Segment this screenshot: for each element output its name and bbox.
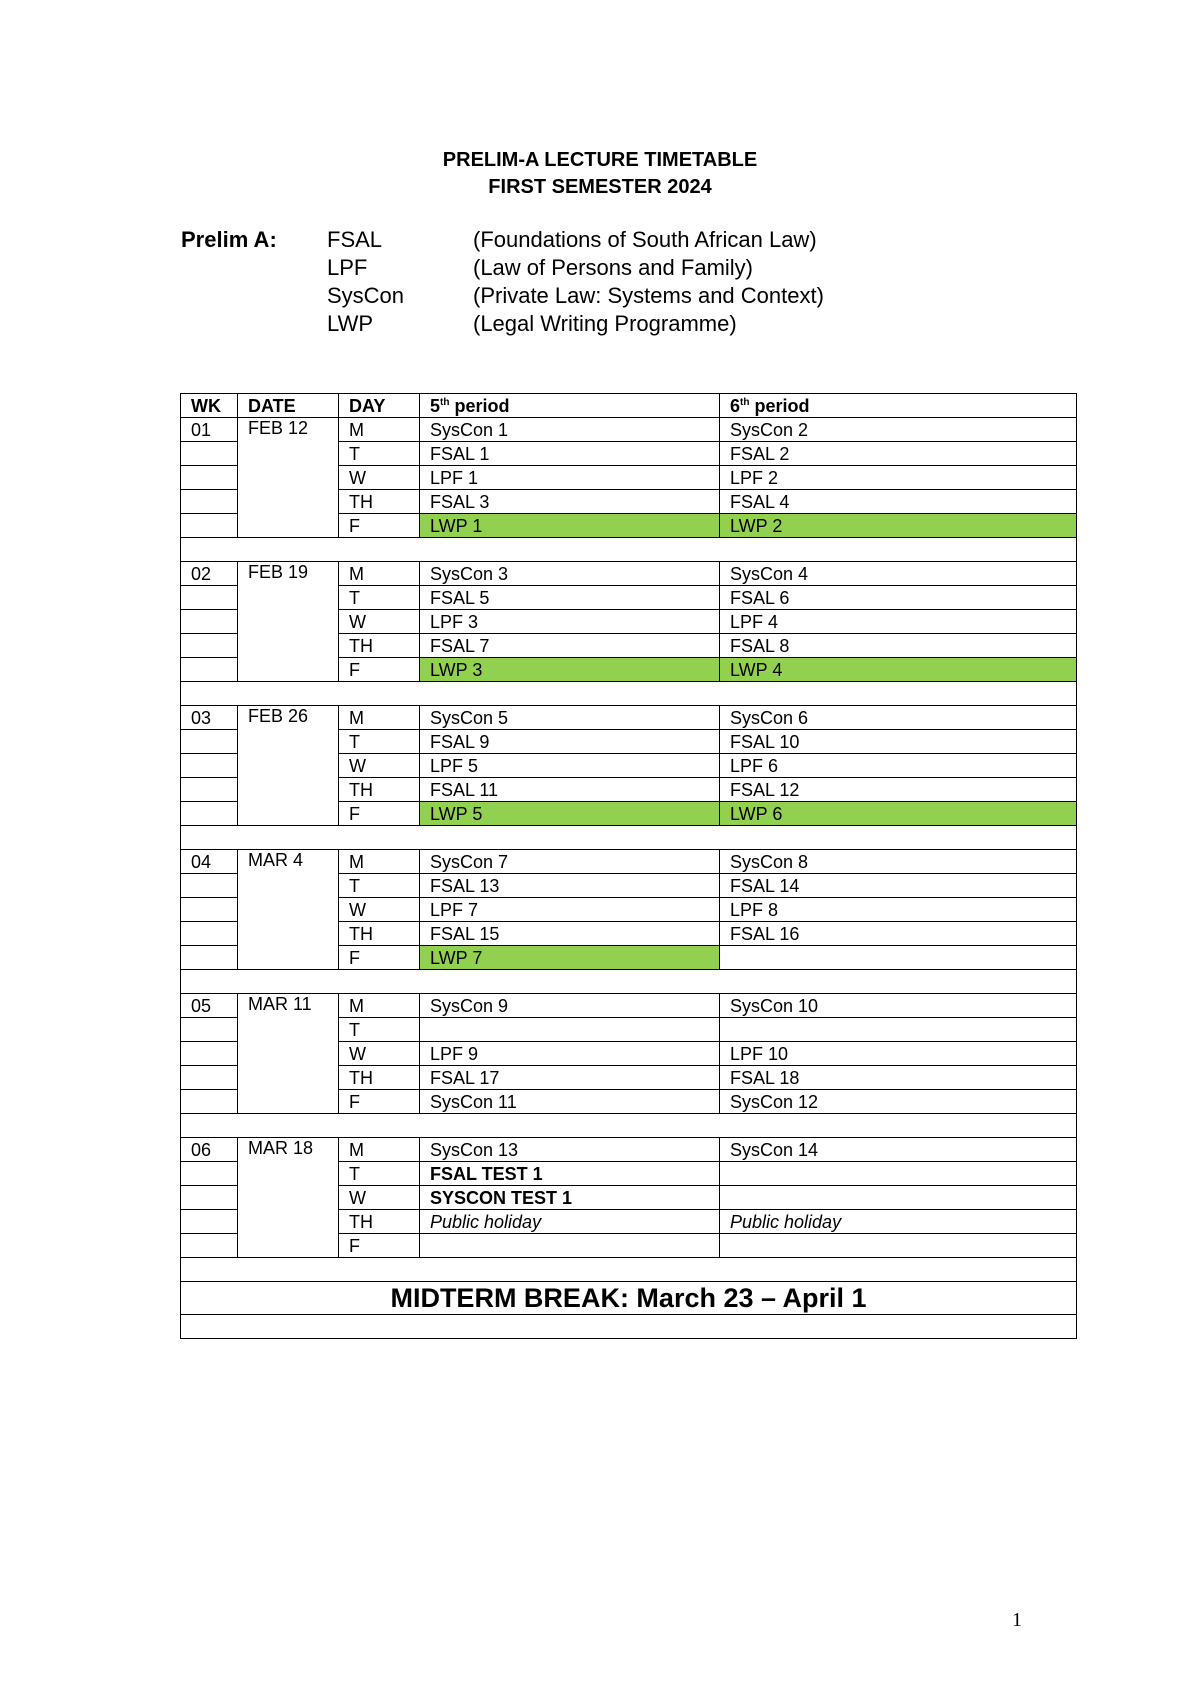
cell-day: TH [339,922,420,946]
spacer-row [181,538,1077,562]
cell-6th-period: SysCon 14 [720,1138,1077,1162]
cell-day: F [339,658,420,682]
cell-week [181,946,238,970]
cell-week [181,1186,238,1210]
cell-day: F [339,802,420,826]
cell-date: FEB 19 [238,562,339,682]
cell-6th-period: FSAL 16 [720,922,1077,946]
cell-day: W [339,466,420,490]
cell-day: T [339,1018,420,1042]
cell-day: F [339,946,420,970]
cell-week [181,802,238,826]
legend-row [181,254,824,282]
cell-5th-period: LWP 5 [420,802,720,826]
legend-desc: (Law of Persons and Family) [473,255,753,280]
cell-day: T [339,874,420,898]
cell-6th-period: SysCon 4 [720,562,1077,586]
cell-day: M [339,1138,420,1162]
cell-day: M [339,994,420,1018]
cell-week [181,874,238,898]
cell-week [181,1066,238,1090]
cell-week [181,1018,238,1042]
cell-5th-period: SysCon 7 [420,850,720,874]
cell-day: M [339,850,420,874]
cell-week [181,634,238,658]
cell-day: M [339,562,420,586]
cell-5th-period: SYSCON TEST 1 [420,1186,720,1210]
cell-5th-period: LPF 5 [420,754,720,778]
cell-week [181,922,238,946]
cell-week [181,514,238,538]
cell-day: F [339,1234,420,1258]
cell-5th-period: FSAL 13 [420,874,720,898]
cell-day: W [339,1042,420,1066]
cell-week [181,490,238,514]
page-subtitle: FIRST SEMESTER 2024 [488,176,712,198]
cell-week [181,898,238,922]
table-row [181,994,1077,1018]
cell-week [181,466,238,490]
cell-day: TH [339,634,420,658]
cell-6th-period: LPF 2 [720,466,1077,490]
cell-6th-period: LPF 6 [720,754,1077,778]
cell-6th-period: LWP 2 [720,514,1077,538]
cell-6th-period: FSAL 4 [720,490,1077,514]
cell-6th-period [720,1234,1077,1258]
spacer-row [181,970,1077,994]
cell-date: MAR 18 [238,1138,339,1258]
legend-row [181,226,824,254]
cell-5th-period: SysCon 13 [420,1138,720,1162]
midterm-row [181,1282,1077,1315]
cell-day: T [339,730,420,754]
course-legend [181,226,824,338]
cell-6th-period: FSAL 12 [720,778,1077,802]
cell-6th-period: SysCon 6 [720,706,1077,730]
cell-5th-period: SysCon 11 [420,1090,720,1114]
cell-6th-period: LPF 8 [720,898,1077,922]
cell-week [181,754,238,778]
spacer-row [181,1315,1077,1339]
cell-5th-period: LPF 1 [420,466,720,490]
legend-code: FSAL [327,227,383,252]
cell-5th-period: LWP 7 [420,946,720,970]
cell-week [181,1090,238,1114]
page-number: 1 [1012,1609,1022,1631]
legend-row [181,282,824,310]
header-wk: WK [181,394,238,418]
legend-label: Prelim A: [181,227,277,252]
cell-5th-period: FSAL 3 [420,490,720,514]
cell-6th-period: FSAL 10 [720,730,1077,754]
table-row [181,850,1077,874]
cell-6th-period: SysCon 8 [720,850,1077,874]
midterm-break-banner: MIDTERM BREAK: March 23 – April 1 [181,1282,1077,1315]
legend-row [181,310,824,338]
spacer-row [181,1114,1077,1138]
table-row [181,1138,1077,1162]
cell-week [181,1234,238,1258]
cell-6th-period: FSAL 14 [720,874,1077,898]
cell-5th-period: FSAL TEST 1 [420,1162,720,1186]
cell-week [181,1210,238,1234]
cell-5th-period: FSAL 1 [420,442,720,466]
cell-week: 02 [181,562,238,586]
cell-6th-period: FSAL 6 [720,586,1077,610]
cell-5th-period: Public holiday [420,1210,720,1234]
cell-6th-period: SysCon 12 [720,1090,1077,1114]
legend-code: LWP [327,311,374,336]
cell-day: T [339,586,420,610]
cell-6th-period: FSAL 18 [720,1066,1077,1090]
cell-week [181,730,238,754]
spacer-row [181,682,1077,706]
cell-day: W [339,1186,420,1210]
cell-6th-period [720,946,1077,970]
cell-day: F [339,1090,420,1114]
legend-desc: (Foundations of South African Law) [473,227,817,252]
cell-day: TH [339,490,420,514]
cell-week: 04 [181,850,238,874]
cell-week [181,586,238,610]
cell-5th-period [420,1018,720,1042]
cell-6th-period [720,1162,1077,1186]
table-header-row [181,394,1077,418]
cell-day: M [339,706,420,730]
page-title: PRELIM-A LECTURE TIMETABLE [442,149,758,171]
cell-day: T [339,1162,420,1186]
cell-week: 01 [181,418,238,442]
cell-week [181,442,238,466]
cell-day: TH [339,1066,420,1090]
cell-5th-period: LPF 3 [420,610,720,634]
cell-week: 03 [181,706,238,730]
legend-code: SysCon [327,283,405,308]
cell-day: TH [339,778,420,802]
cell-6th-period: LPF 4 [720,610,1077,634]
cell-day: W [339,754,420,778]
cell-6th-period: SysCon 10 [720,994,1077,1018]
timetable [180,393,1077,1339]
cell-5th-period: FSAL 7 [420,634,720,658]
cell-5th-period: LWP 3 [420,658,720,682]
cell-6th-period: SysCon 2 [720,418,1077,442]
header-date: DATE [238,394,339,418]
cell-week [181,1042,238,1066]
cell-week: 06 [181,1138,238,1162]
cell-week: 05 [181,994,238,1018]
cell-5th-period [420,1234,720,1258]
cell-5th-period: SysCon 1 [420,418,720,442]
cell-5th-period: FSAL 11 [420,778,720,802]
table-row [181,562,1077,586]
cell-date: FEB 12 [238,418,339,538]
cell-5th-period: LPF 9 [420,1042,720,1066]
cell-5th-period: SysCon 5 [420,706,720,730]
spacer-row [181,1258,1077,1282]
table-row [181,706,1077,730]
cell-date: MAR 4 [238,850,339,970]
cell-5th-period: FSAL 17 [420,1066,720,1090]
cell-5th-period: FSAL 15 [420,922,720,946]
legend-desc: (Legal Writing Programme) [473,311,737,336]
cell-6th-period: LWP 6 [720,802,1077,826]
cell-week [181,778,238,802]
cell-week [181,610,238,634]
cell-6th-period: FSAL 8 [720,634,1077,658]
header-day: DAY [339,394,420,418]
header-5th-period: 5th period [420,394,720,418]
legend-desc: (Private Law: Systems and Context) [473,283,824,308]
cell-5th-period: SysCon 3 [420,562,720,586]
cell-5th-period: FSAL 9 [420,730,720,754]
legend-code: LPF [327,255,368,280]
spacer-row [181,826,1077,850]
header-6th-period: 6th period [720,394,1077,418]
cell-5th-period: LWP 1 [420,514,720,538]
cell-day: T [339,442,420,466]
cell-day: F [339,514,420,538]
cell-date: MAR 11 [238,994,339,1114]
cell-6th-period: LWP 4 [720,658,1077,682]
table-row [181,418,1077,442]
cell-5th-period: SysCon 9 [420,994,720,1018]
cell-6th-period [720,1186,1077,1210]
cell-week [181,658,238,682]
cell-6th-period: FSAL 2 [720,442,1077,466]
cell-day: W [339,898,420,922]
cell-6th-period: LPF 10 [720,1042,1077,1066]
cell-day: W [339,610,420,634]
cell-5th-period: FSAL 5 [420,586,720,610]
cell-day: M [339,418,420,442]
cell-date: FEB 26 [238,706,339,826]
cell-week [181,1162,238,1186]
cell-6th-period: Public holiday [720,1210,1077,1234]
cell-day: TH [339,1210,420,1234]
cell-6th-period [720,1018,1077,1042]
cell-5th-period: LPF 7 [420,898,720,922]
